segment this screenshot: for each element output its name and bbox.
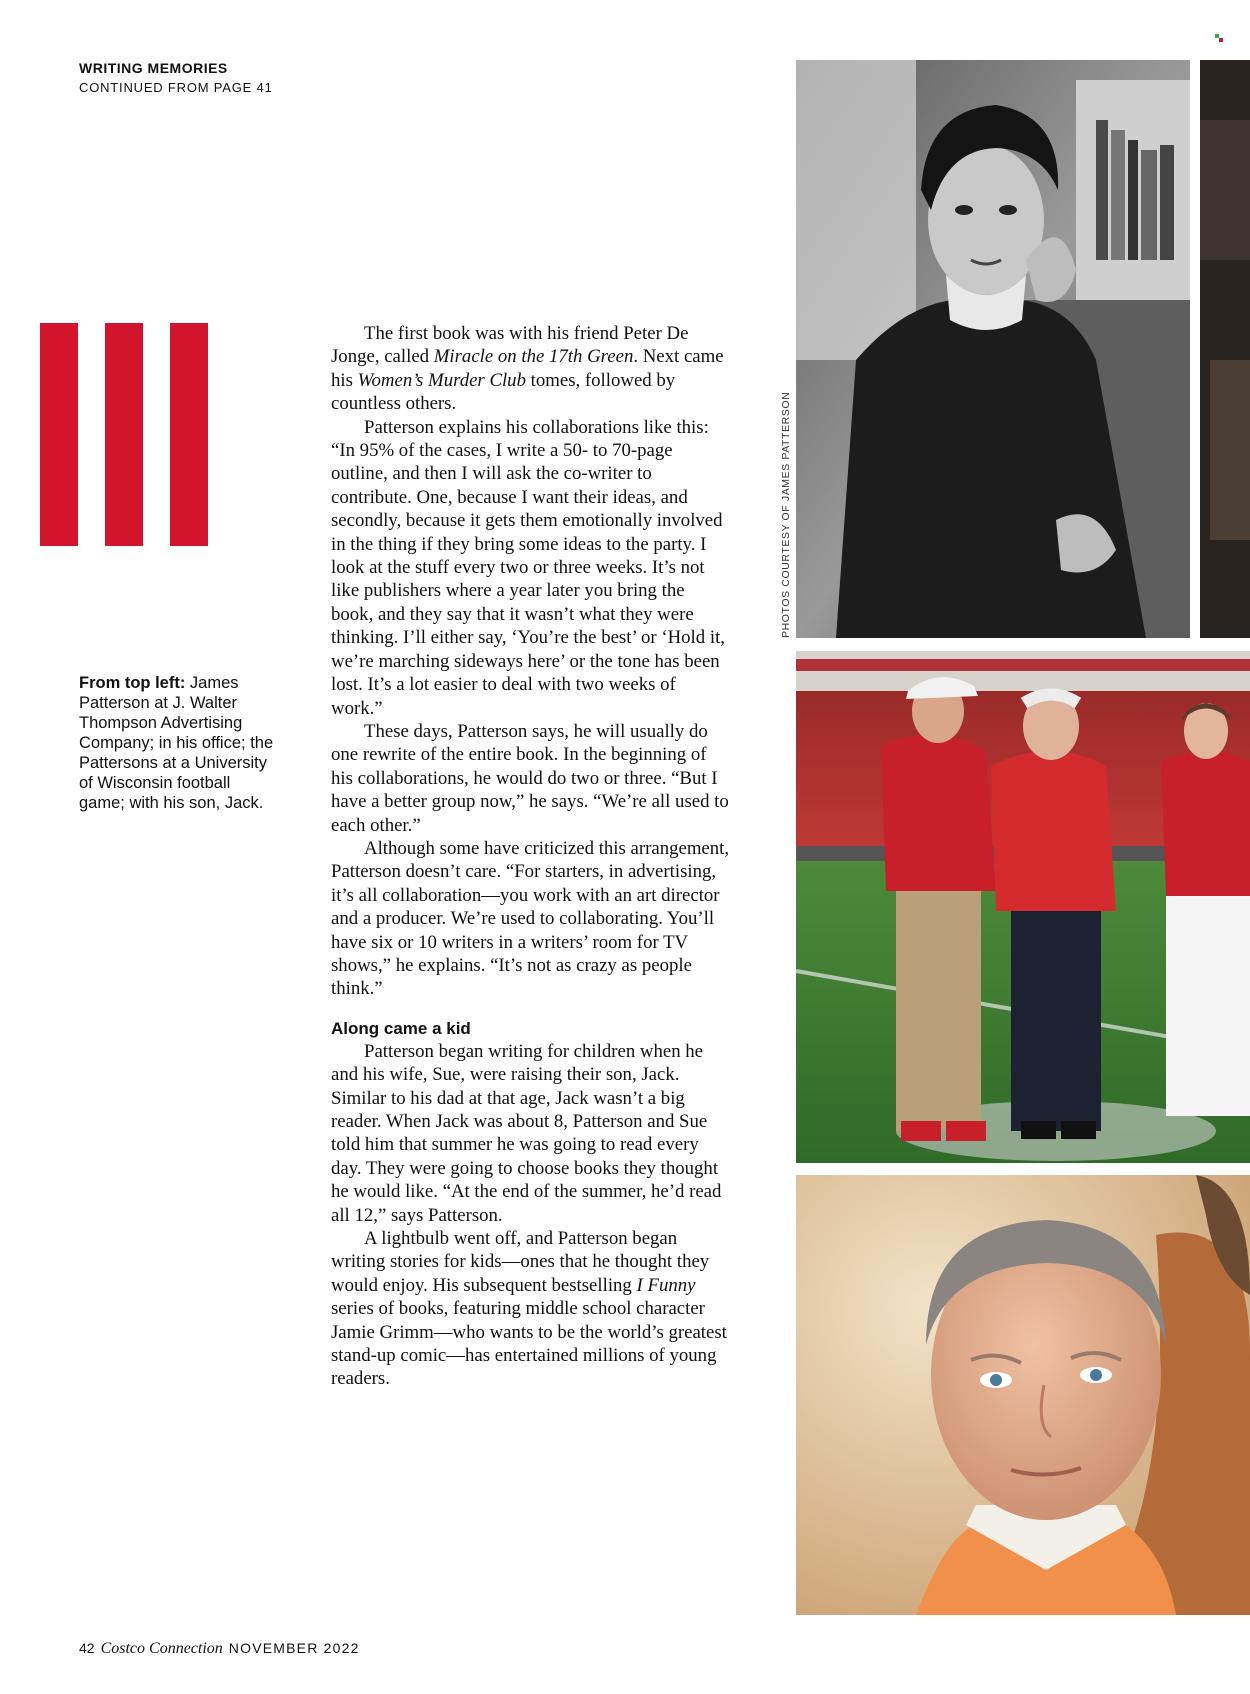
photo-bw-portrait (796, 60, 1190, 638)
magazine-name: Costco Connection (100, 1640, 223, 1657)
book-title-miracle: Miracle on the 17th Green (433, 346, 634, 368)
red-bar-1 (40, 323, 78, 546)
decorative-red-bars (40, 323, 210, 546)
p6-text-c: series of books, featuring middle school character Jamie Grimm—who wants to be the world’s greatest stand-up comic—has entertained millions of young readers. (331, 1298, 727, 1390)
paragraph-2: Patterson explains his collaborations like this: “In 95% of the cases, I write a 50- to 70-page outline, and then I will ask the co-writer to contribute. One, because I want their ideas, and secondly, because it gets them emotionally involved in the thing if they bring some ideas to the party. I look at the stuff every two or three weeks. It’s not like publishers where a year later you bring the book, and they say that it wasn’t what they were thinking. I’ll either say, ‘You’re the best’ or ‘Hold it, we’re marching sideways here’ or the tone has been lost. It’s a lot easier to deal with two weeks of work.” (331, 416, 725, 719)
p1-text-a: The first book was with his friend Peter De Jonge, called (331, 323, 689, 368)
photo-credit-text: PHOTOS COURTESY OF JAMES PATTERSON (780, 391, 792, 638)
page-footer (79, 1640, 360, 1658)
photo-football-game (796, 651, 1250, 1163)
continued-from: CONTINUED FROM PAGE 41 (79, 80, 273, 95)
caption-text: James Patterson at J. Walter Thompson Advertising Company; in his office; the Pattersons at a University of Wisconsin football game; with his son, Jack. (79, 674, 274, 812)
book-title-i-funny: I Funny (636, 1274, 696, 1296)
p1-text-c: . Next came his (331, 346, 724, 391)
corner-mark-icon (1215, 34, 1223, 42)
paragraph-4: Although some have criticized this arrangement, Patterson doesn’t care. “For starters, in advertising, it’s all collaboration—you work with an art director and a producer. We’re used to collaborating. You’ll have six or 10 writers in a writers’ room for TV shows,” he explains. “It’s not as crazy as people think.” (331, 837, 730, 1000)
section-label: WRITING MEMORIES (79, 60, 228, 76)
paragraph-5: Patterson began writing for children when he and his wife, Sue, were raising their son, Jack. Similar to his dad at that age, Jack wasn’t a big reader. When Jack was about 8, Patterson and Sue told him that summer he was going to read every day. They were going to choose books they thought he would like. “At the end of the summer, he’d read all 12,” says Patterson. (331, 1040, 722, 1226)
paragraph-3: These days, Patterson says, he will usually do one rewrite of the entire book. In the beginning of his collaborations, he would do two or three. “But I have a better group now,” he says. “We’re all used to each other.” (331, 720, 729, 836)
photo-with-son (796, 1175, 1250, 1615)
paragraph-6 (331, 1227, 731, 1391)
red-bar-3 (170, 323, 208, 546)
red-bar-2 (105, 323, 143, 546)
photo-caption (79, 673, 279, 813)
book-title-womens-murder-club: Women’s Murder Club (357, 369, 526, 391)
caption-lead: From top left: (79, 674, 186, 692)
paragraph-1 (331, 322, 731, 416)
p1-text-e: tomes, followed by countless others. (331, 369, 676, 415)
page-number: 42 (79, 1640, 95, 1656)
article-body (331, 322, 731, 1391)
corner-mark-red (1219, 38, 1223, 42)
p6-text-a: A lightbulb went off, and Patterson began writing stories for kids—ones that he thought they would enjoy. His subsequent bestselling (331, 1228, 710, 1296)
photo-office-strip (1200, 60, 1250, 638)
subhead: Along came a kid (331, 1018, 471, 1038)
issue-date: NOVEMBER 2022 (228, 1640, 360, 1656)
